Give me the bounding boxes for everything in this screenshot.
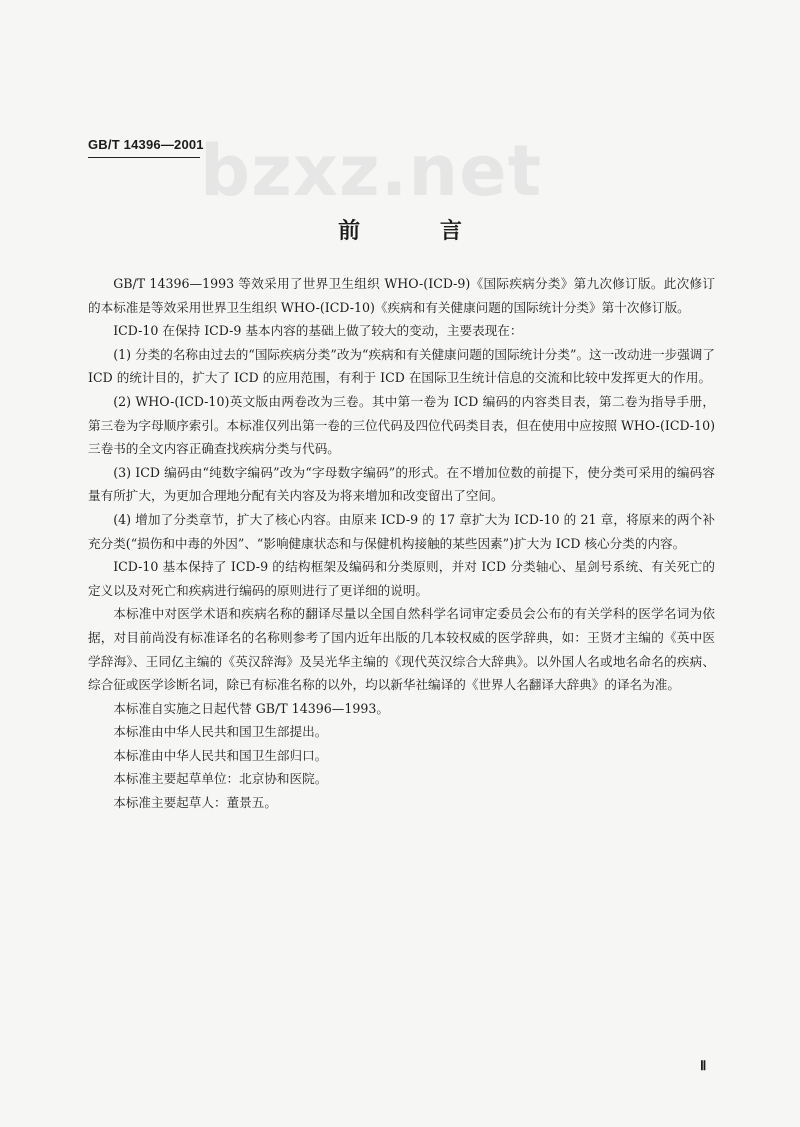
page-title: 前 言 [338, 219, 498, 244]
paragraph: GB/T 14396—1993 等效采用了世界卫生组织 WHO-(ICD-9)《国际疾病分类》第九次修订版。此次修订的本标准是等效采用世界卫生组织 WHO-(ICD-10)《疾病和有关健康问题的国际统计分类》第十次修订版。 [88, 276, 715, 315]
paragraph: 本标准由中华人民共和国卫生部提出。 [113, 724, 328, 740]
paragraph: ICD-10 在保持 ICD-9 基本内容的基础上做了较大的变动，主要表现在： [113, 323, 523, 339]
document-body [88, 272, 715, 815]
paragraph: (3) ICD 编码由“纯数字编码”改为“字母数字编码”的形式。在不增加位数的前提下，使分类可采用的编码容量有所扩大，为更加合理地分配有关内容及为将来增加和改变留出了空间。 [88, 464, 715, 504]
standard-code: GB/T 14396—2001 [88, 137, 204, 152]
paragraph: (2) WHO-(ICD-10)英文版由两卷改为三卷。其中第一卷为 ICD 编码的内容类目表，第二卷为指导手册，第三卷为字母顺序索引。本标准仅列出第一卷的三位代码及四位代码类目表，但在使用中应按照 WHO-(ICD-10)三卷书的全文内容正确查找疾病分类与代码。 [88, 393, 715, 457]
paragraph: 本标准由中华人民共和国卫生部归口。 [113, 747, 328, 763]
header-rule [88, 157, 200, 158]
paragraph: ICD-10 基本保持了 ICD-9 的结构框架及编码和分类原则，并对 ICD 分类轴心、星剑号系统、有关死亡的定义以及对死亡和疾病进行编码的原则进行了更详细的说明。 [88, 559, 715, 598]
watermark: bzxz.net [200, 130, 543, 212]
paragraph: 本标准自实施之日起代替 GB/T 14396—1993。 [113, 700, 389, 716]
page-number: Ⅱ [700, 1058, 707, 1073]
paragraph: 本标准中对医学术语和疾病名称的翻译尽量以全国自然科学名词审定委员会公布的有关学科的医学名词为依据，对目前尚没有标准译名的名称则参考了国内近年出版的几本较权威的医学辞典，如：王贤才主编的《英中医学辞海》、王同亿主编的《英汉辞海》及吴光华主编的《现代英汉综合大辞典》。以外国人名或地名命名的疾病、综合征或医学诊断名词，除已有标准名称的以外，均以新华社编译的《世界人名翻译大辞典》的译名为准。 [88, 606, 715, 693]
paragraph: 本标准主要起草单位：北京协和医院。 [113, 771, 328, 787]
paragraph: (1) 分类的名称由过去的“国际疾病分类”改为“疾病和有关健康问题的国际统计分类”。这一改动进一步强调了 ICD 的统计目的，扩大了 ICD 的应用范围，有利于 ICD 在国际卫生统计信息的交流和比较中发挥更大的作用。 [88, 346, 715, 386]
paragraph: 本标准主要起草人：董景五。 [113, 795, 277, 811]
paragraph: (4) 增加了分类章节，扩大了核心内容。由原来 ICD-9 的 17 章扩大为 ICD-10 的 21 章，将原来的两个补充分类(“损伤和中毒的外因”、“影响健康状态和与保健机构接触的某些因素”)扩大为 ICD 核心分类的内容。 [88, 511, 715, 551]
